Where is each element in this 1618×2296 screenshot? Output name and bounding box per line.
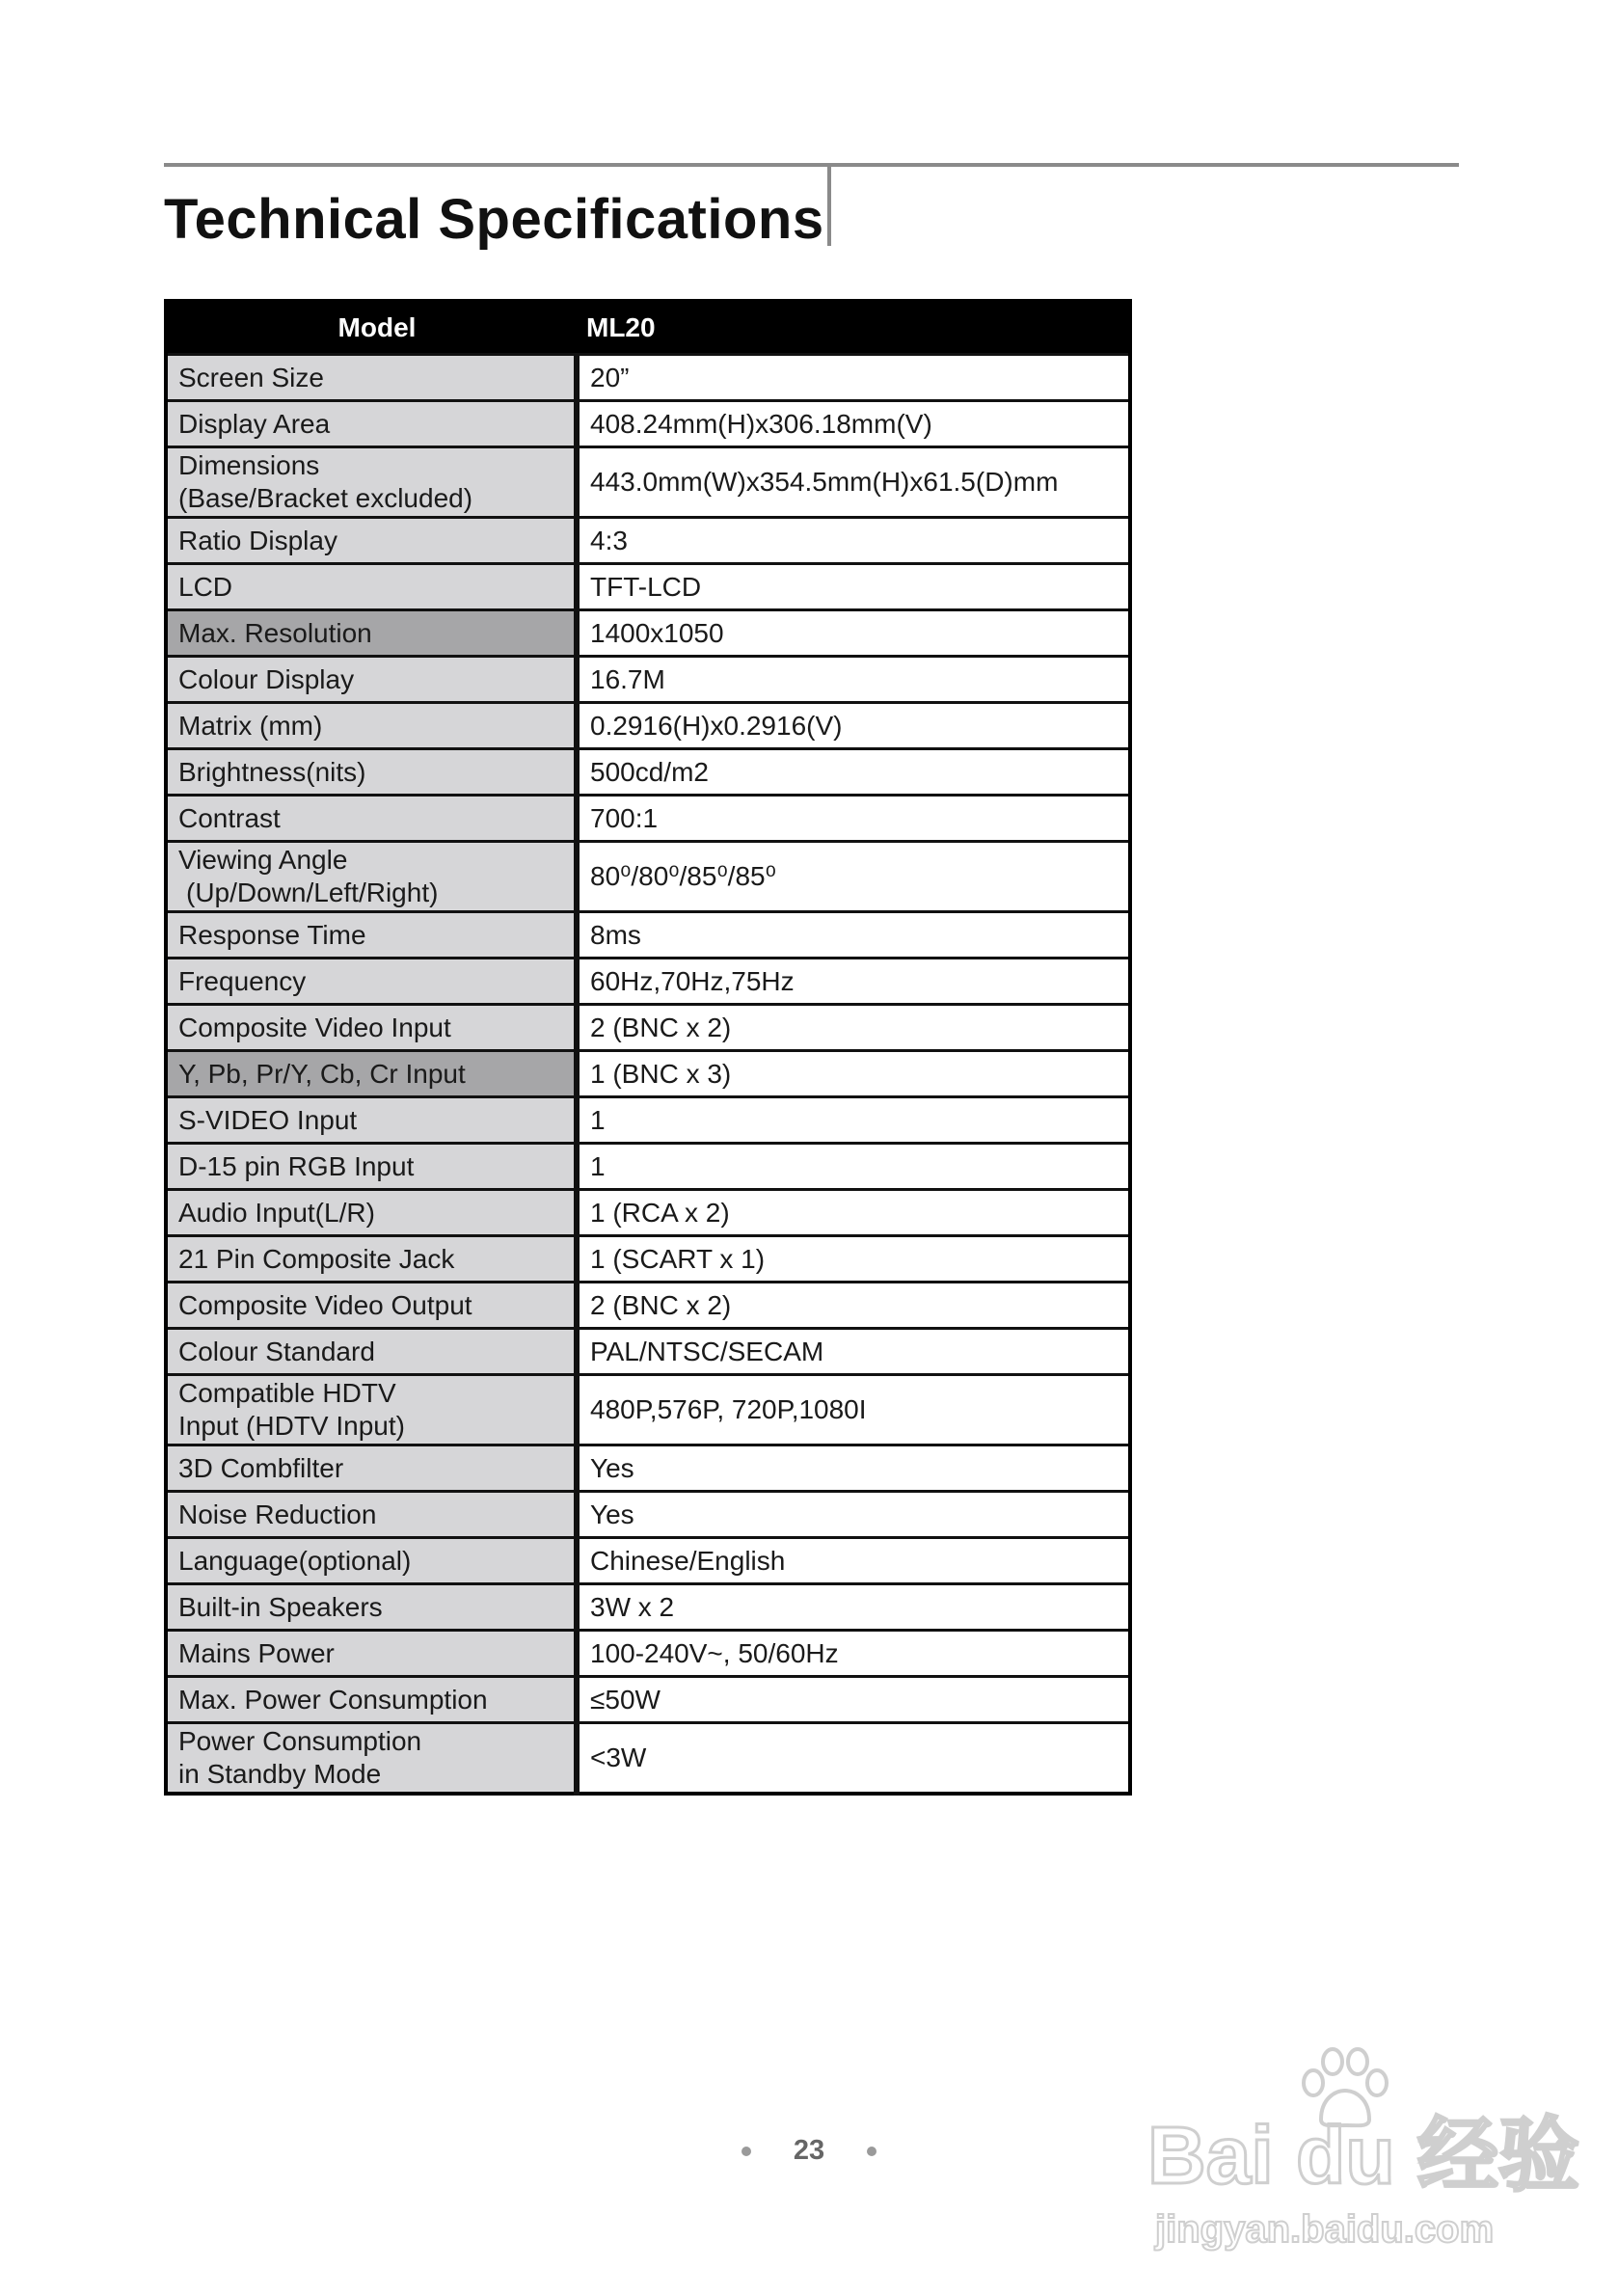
spec-label-cell [166, 564, 577, 610]
spec-value: 1 (RCA x 2) [577, 1190, 1130, 1236]
spec-label-cell [166, 703, 577, 749]
table-row [166, 1236, 1130, 1283]
table-row [166, 1584, 1130, 1631]
spec-value: 60Hz,70Hz,75Hz [577, 959, 1130, 1005]
spec-value: ≤50W [577, 1677, 1130, 1723]
spec-label-cell [166, 1144, 577, 1190]
spec-label-cell [166, 1584, 577, 1631]
spec-value: Yes [577, 1492, 1130, 1538]
spec-label-cell [166, 1097, 577, 1144]
spec-label: Matrix (mm) [178, 710, 323, 741]
spec-value: 4:3 [577, 518, 1130, 564]
table-row [166, 1097, 1130, 1144]
spec-label: Noise Reduction [178, 1499, 377, 1529]
table-row [166, 564, 1130, 610]
spec-value: 20” [577, 355, 1130, 401]
spec-label-cell [166, 447, 577, 518]
spec-label: Compatible HDTV [178, 1378, 396, 1408]
table-row [166, 401, 1130, 447]
spec-label-cell [166, 1492, 577, 1538]
spec-value: 3W x 2 [577, 1584, 1130, 1631]
spec-label-cell [166, 1445, 577, 1492]
spec-label: Composite Video Output [178, 1289, 472, 1320]
table-row [166, 1283, 1130, 1329]
top-rule [164, 163, 1459, 167]
spec-label-cell [166, 1677, 577, 1723]
table-row [166, 1190, 1130, 1236]
table-row [166, 1631, 1130, 1677]
spec-value: TFT-LCD [577, 564, 1130, 610]
spec-value: 80⁰/80⁰/85⁰/85⁰ [577, 842, 1130, 912]
footer-dot-left [742, 2147, 751, 2156]
spec-label: Input (HDTV Input) [178, 1411, 405, 1441]
page-title: Technical Specifications [164, 188, 824, 251]
table-row [166, 1445, 1130, 1492]
spec-value: 700:1 [577, 796, 1130, 842]
spec-label: Audio Input(L/R) [178, 1197, 375, 1228]
spec-label: Response Time [178, 919, 366, 950]
spec-label: Colour Display [178, 663, 355, 694]
table-row [166, 842, 1130, 912]
table-row [166, 355, 1130, 401]
spec-table [164, 299, 1132, 1796]
table-row [166, 518, 1130, 564]
spec-value: 1400x1050 [577, 610, 1130, 657]
spec-value: 480P,576P, 720P,1080I [577, 1375, 1130, 1445]
spec-label: Max. Resolution [178, 617, 372, 648]
table-row [166, 447, 1130, 518]
table-row [166, 1723, 1130, 1795]
spec-label: 3D Combfilter [178, 1452, 344, 1483]
spec-label: Built-in Speakers [178, 1591, 383, 1622]
footer-dot-right [867, 2147, 876, 2156]
spec-label: Y, Pb, Pr/Y, Cb, Cr Input [178, 1058, 466, 1089]
spec-label: Colour Standard [178, 1336, 375, 1366]
spec-label: S-VIDEO Input [178, 1104, 358, 1135]
spec-label-cell [166, 657, 577, 703]
spec-value: Yes [577, 1445, 1130, 1492]
spec-label: Language(optional) [178, 1545, 412, 1576]
spec-label: Ratio Display [178, 525, 337, 555]
spec-label: (Up/Down/Left/Right) [186, 878, 439, 907]
header-model-value: ML20 [577, 301, 1130, 355]
table-row [166, 1329, 1130, 1375]
spec-label-cell [166, 1723, 577, 1795]
table-row [166, 959, 1130, 1005]
spec-label: Contrast [178, 802, 281, 833]
table-row [166, 1375, 1130, 1445]
spec-value: 443.0mm(W)x354.5mm(H)x61.5(D)mm [577, 447, 1130, 518]
spec-value: 408.24mm(H)x306.18mm(V) [577, 401, 1130, 447]
spec-value: 1 [577, 1097, 1130, 1144]
spec-label-cell [166, 749, 577, 796]
spec-label: Power Consumption [178, 1726, 422, 1756]
table-row [166, 1538, 1130, 1584]
page-number: 23 [793, 2135, 825, 2166]
spec-value: 1 (BNC x 3) [577, 1051, 1130, 1097]
spec-label-cell [166, 401, 577, 447]
spec-label-cell [166, 610, 577, 657]
spec-label-cell [166, 959, 577, 1005]
spec-label-cell [166, 796, 577, 842]
table-row [166, 1005, 1130, 1051]
spec-label: Brightness(nits) [178, 756, 366, 787]
spec-label: Display Area [178, 408, 331, 439]
spec-label: Viewing Angle [178, 845, 348, 875]
spec-label: (Base/Bracket excluded) [178, 483, 473, 513]
spec-label-cell [166, 1283, 577, 1329]
spec-label-cell [166, 842, 577, 912]
spec-value: 2 (BNC x 2) [577, 1283, 1130, 1329]
spec-label: Max. Power Consumption [178, 1684, 488, 1715]
spec-label: Dimensions [178, 450, 320, 480]
watermark-url: jingyan.baidu.com [1155, 2208, 1495, 2251]
spec-label-cell [166, 518, 577, 564]
spec-value: 2 (BNC x 2) [577, 1005, 1130, 1051]
table-row [166, 912, 1130, 959]
spec-label: in Standby Mode [178, 1759, 382, 1789]
table-row [166, 749, 1130, 796]
table-row [166, 610, 1130, 657]
spec-value: PAL/NTSC/SECAM [577, 1329, 1130, 1375]
spec-value: <3W [577, 1723, 1130, 1795]
title-divider [827, 165, 831, 246]
table-row [166, 1677, 1130, 1723]
spec-value: 100-240V~, 50/60Hz [577, 1631, 1130, 1677]
spec-value: 1 (SCART x 1) [577, 1236, 1130, 1283]
table-row [166, 796, 1130, 842]
spec-label: LCD [178, 571, 233, 602]
spec-label: Mains Power [178, 1637, 335, 1668]
spec-value: 1 [577, 1144, 1130, 1190]
spec-label-cell [166, 1190, 577, 1236]
table-row [166, 1492, 1130, 1538]
header-model-label: Model [166, 301, 577, 355]
spec-label: Frequency [178, 965, 307, 996]
baidu-watermark [1147, 2044, 1580, 2266]
spec-label-cell [166, 1236, 577, 1283]
spec-label: Screen Size [178, 362, 324, 392]
spec-label-cell [166, 1005, 577, 1051]
table-row [166, 657, 1130, 703]
spec-label-cell [166, 1375, 577, 1445]
spec-label: 21 Pin Composite Jack [178, 1243, 455, 1274]
watermark-brand: Bai du 经验 [1147, 2110, 1580, 2201]
spec-value: 8ms [577, 912, 1130, 959]
table-row [166, 1051, 1130, 1097]
spec-label-cell [166, 1051, 577, 1097]
spec-label-cell [166, 912, 577, 959]
spec-label: D-15 pin RGB Input [178, 1150, 415, 1181]
table-row [166, 1144, 1130, 1190]
spec-value: 0.2916(H)x0.2916(V) [577, 703, 1130, 749]
table-row [166, 703, 1130, 749]
spec-value: 500cd/m2 [577, 749, 1130, 796]
spec-label-cell [166, 355, 577, 401]
spec-table-body [166, 355, 1130, 1795]
spec-label-cell [166, 1538, 577, 1584]
spec-label: Composite Video Input [178, 1012, 451, 1042]
spec-label-cell [166, 1631, 577, 1677]
spec-label-cell [166, 1329, 577, 1375]
spec-value: Chinese/English [577, 1538, 1130, 1584]
spec-value: 16.7M [577, 657, 1130, 703]
table-header-row [166, 301, 1130, 355]
